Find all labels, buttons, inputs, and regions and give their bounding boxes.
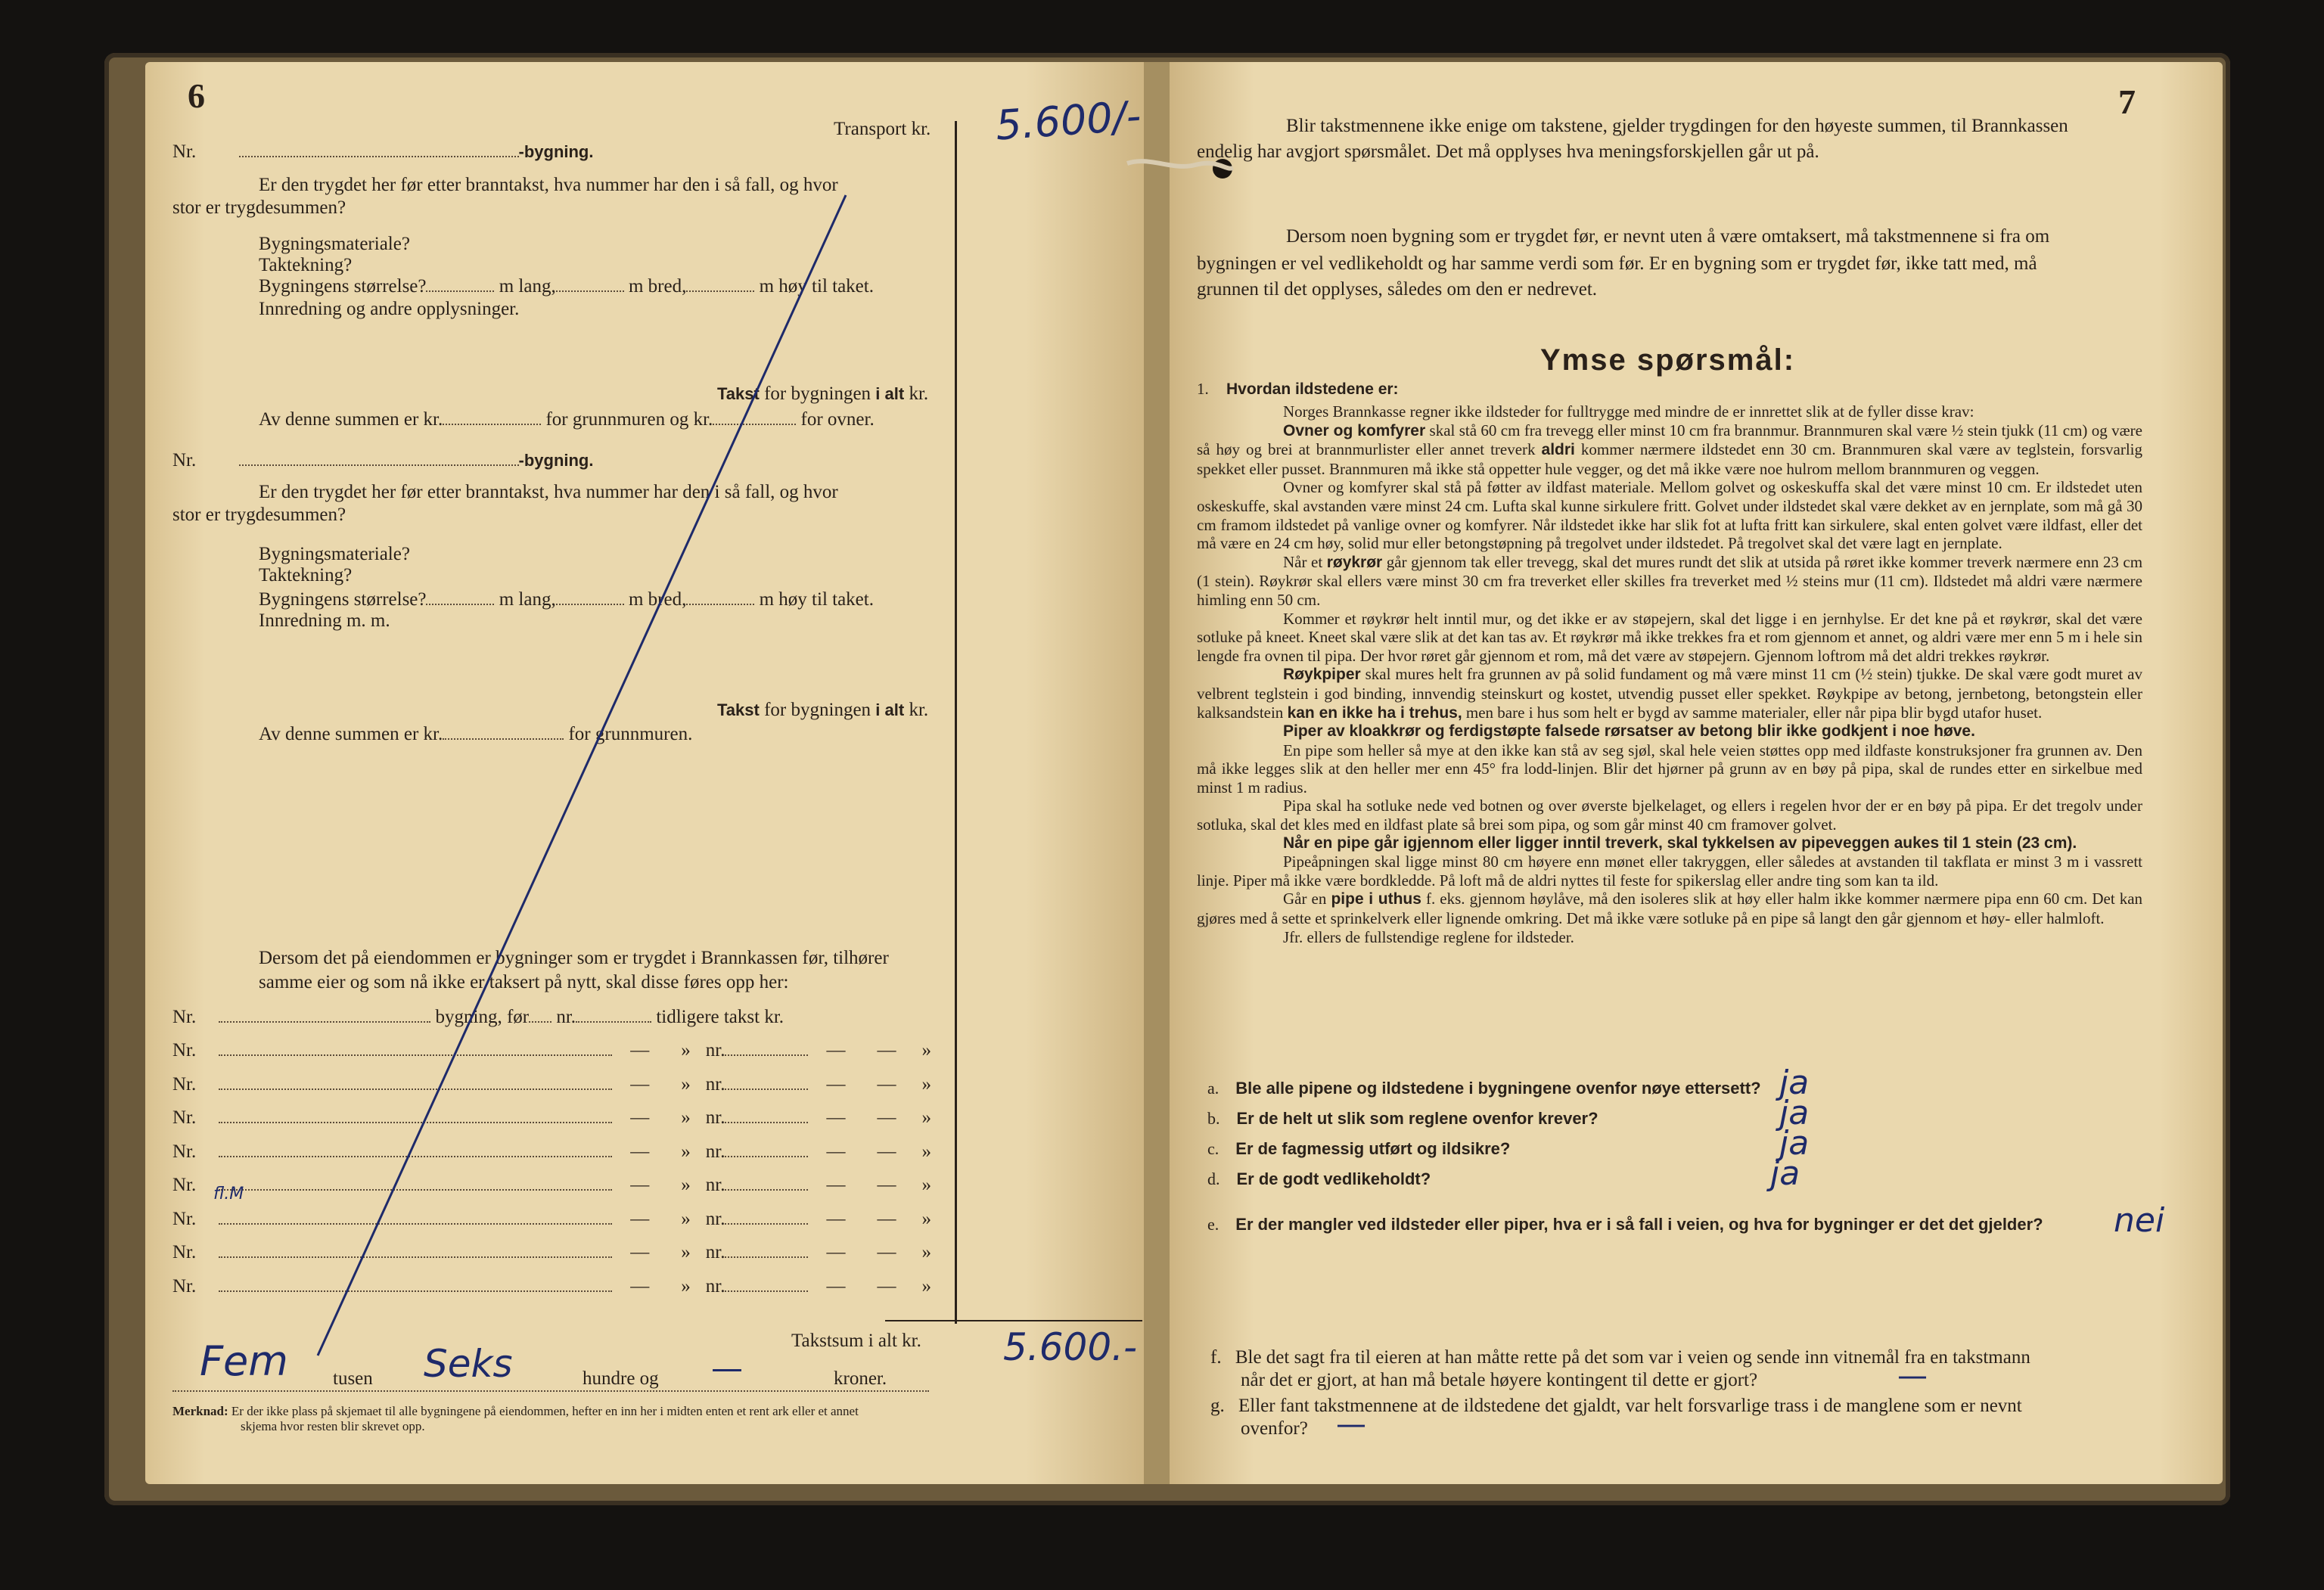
section1-roof: Taktekning?: [259, 255, 353, 275]
question-text: Er de godt vedlikeholdt?: [1236, 1169, 1431, 1188]
row-dash-2: —: [877, 1040, 896, 1061]
rules-paragraph-5: Kommer et røykrør helt inntil mur, og det ikke er av støpejern, skal det ligge i en jernhylse. Er det kne på et røykrør, skal det være sotluke på kneet. Kneet skal være slik at det kan tas av. Et røykrør må ikke trekkes fra et rom gjennom et annet, og aldri være mer enn 5 m i hele sin lengde fra ovnen til pipa. Der hvor røret går gjennom et rom, må det være av støpejern. Gjennom loftrom må det aldri trekkes røykrør.: [1197, 609, 2142, 665]
question-answer[interactable]: nei: [2114, 1201, 2165, 1240]
rules-paragraph-1: Norges Brannkasse regner ikke ildsteder for fulltrygge med mindre de er innrettet slik at de fyller disse krav:: [1283, 402, 1974, 421]
row-quote: »: [681, 1208, 691, 1229]
rules-p2-text: skal stå 60 cm fra trevegg eller minst 10 cm fra brannmur. Brannmuren skal være ½ stein tjukk (11 cm) og være så høy og brei at brannmurlister eller annet treverk: [1197, 421, 2142, 459]
section2-building-suffix: -bygning.: [518, 451, 594, 470]
row-dash-2: —: [877, 1107, 896, 1128]
section1-question-line2: stor er trygdesummen?: [172, 197, 346, 218]
row-quote: »: [681, 1141, 691, 1162]
revaluation-line2: bygningen er vel vedlikeholdt og har samme verdi som før. Er en bygning som er trygdet før, ikke tatt med, må: [1197, 253, 2037, 274]
section2-sum-prefix: Av denne summen er kr.: [259, 724, 443, 744]
rules-p4-bold: røykrør: [1326, 553, 1383, 571]
handwritten-hundreds-word: Seks: [424, 1342, 513, 1386]
rules-p6-bold: Røykpiper: [1283, 666, 1361, 684]
tusen-label: tusen: [333, 1368, 373, 1389]
question-item: [1207, 1109, 1599, 1129]
row-nr-label: Nr.: [172, 1175, 197, 1195]
rules-paragraph-8: En pipe som heller så mye at den ikke kan stå av seg sjøl, skal hele veien støttes opp med ildfaste konstruksjoner fra grunnen av. Den må ikke legges slik at den heller mer enn 45° fra lodd-linjen. Blir det hjørner på grunn av en bøy på pipa, skal de rundes etter en sirkelbue med minst 1 m radius.: [1197, 741, 2142, 797]
row-nr2-label: nr.: [705, 1175, 725, 1195]
merknad-line2: skjema hvor resten blir skrevet opp.: [241, 1419, 425, 1433]
rules-p4-pre: Når et: [1283, 552, 1323, 571]
question-answer[interactable]: ja: [1779, 1094, 1810, 1132]
intro-line1: Blir takstmennene ikke enige om takstene, gjelder trygdingen for den høyeste summen, til Brannkassen: [1286, 116, 2068, 136]
row-quote-2: »: [921, 1242, 931, 1262]
question-answer[interactable]: ja: [1779, 1064, 1810, 1102]
question-answer[interactable]: ja: [1779, 1124, 1810, 1163]
section1-size-high: m høy til taket.: [759, 276, 874, 297]
row-quote-2: »: [921, 1107, 931, 1128]
right-page-number: 7: [2118, 82, 2136, 121]
section2-takst-kr: kr.: [909, 700, 929, 720]
question-answer[interactable]: ja: [1770, 1154, 1800, 1193]
section2-takst-ialt: i alt: [875, 700, 905, 719]
section1-size-long: m lang,: [499, 276, 556, 297]
section2-interior: Innredning m. m.: [259, 610, 390, 631]
section2-size-high: m høy til taket.: [759, 589, 874, 610]
merknad-label: Merknad:: [172, 1404, 228, 1418]
section1-question-line1: Er den trygdet her før etter branntakst, hva nummer har den i så fall, og hvor: [259, 175, 838, 195]
section2-roof: Taktekning?: [259, 565, 353, 585]
rules-paragraph-3: Ovner og komfyrer skal stå på føtter av ildfast materiale. Mellom golvet og oskeskuffa skal det være minst 10 cm. Er ildstedet uten oskeskuffe, skal avstanden være minst 24 cm. Lufta skal kunne sirkulere fritt. Golvet under ildstedet skal være dekket av en jernplate, som må gå 30 cm framom ildstedet på vanlige ovner og komfyrer. Når ildstedet ikke har slik fot at lufta fritt kan sirkulere, skal enten golvet være ildfast, eller det må være en 24 cm høy, solid mur eller betongstøpning på tregolvet under ildstedet. På tregolvet skal det være lagt en jernplate.: [1197, 478, 2142, 553]
row-quote: »: [681, 1107, 691, 1128]
row-dash: —: [630, 1107, 650, 1128]
row-dash-1: —: [826, 1242, 846, 1262]
section2-material: Bygningsmateriale?: [259, 544, 410, 564]
section1-interior: Innredning og andre opplysninger.: [259, 299, 520, 319]
rules-paragraph-10: Når en pipe går igjennom eller ligger inntil treverk, skal tykkelsen av pipeveggen aukes til 1 stein (23 cm).: [1283, 834, 2077, 852]
row-quote-2: »: [921, 1141, 931, 1162]
row-nr-label: Nr.: [172, 1073, 197, 1095]
row-nr2-label: nr.: [705, 1040, 725, 1061]
row-nr2-label: nr.: [705, 1242, 725, 1262]
section1-sum-prefix: Av denne summen er kr.: [259, 409, 443, 430]
row-nr-label: Nr.: [172, 1275, 197, 1297]
row-quote: »: [681, 1073, 691, 1095]
kroner-label: kroner.: [834, 1368, 887, 1389]
row-dash: —: [630, 1175, 650, 1195]
row-dash-1: —: [826, 1208, 846, 1229]
handwritten-total-amount: 5.600.-: [1003, 1325, 1138, 1369]
row-dash: —: [630, 1141, 650, 1162]
section2-takst-label: Takst: [717, 700, 760, 719]
row-dash-2: —: [877, 1175, 896, 1195]
rules-p2-text2: kommer nærmere ildstedet enn 30 cm. Brannmuren skal være av teglstein, forsvarlig spekket eller pusset. Brannmuren må ikke stå oppetter hule vegger, og det må ikke være noe hulrom mellom brannmuren og veggen.: [1197, 440, 2142, 478]
row-nr2-label: nr.: [705, 1073, 725, 1095]
row-dash-2: —: [877, 1242, 896, 1262]
rules-p12-bold: pipe i uthus: [1331, 890, 1421, 908]
row-dash-1: —: [826, 1175, 846, 1195]
question-g-line2: ovenfor?: [1241, 1418, 1308, 1439]
question-item: [1207, 1079, 1761, 1098]
row-dash-1: —: [826, 1275, 846, 1297]
question-text: Er de helt ut slik som reglene ovenfor krever?: [1236, 1109, 1599, 1128]
row-dash: —: [630, 1242, 650, 1262]
question-g-line1: Eller fant takstmennene at de ildstedene det gjaldt, var helt forsvarlige trass i de manglene som er nevnt: [1238, 1396, 2022, 1416]
question-letter: d.: [1207, 1169, 1220, 1188]
question-item: [1207, 1139, 1510, 1159]
section1-takst-ialt: i alt: [875, 384, 905, 403]
row-quote: »: [681, 1040, 691, 1061]
row-nr-label: Nr.: [172, 1141, 197, 1162]
question-f-answer[interactable]: —: [1897, 1359, 1928, 1393]
row-nr2-label: nr.: [705, 1208, 725, 1229]
handwritten-transport-amount: 5.600/-: [994, 92, 1143, 150]
row-nr2-label: nr.: [705, 1107, 725, 1128]
section2-size-long: m lang,: [499, 589, 556, 610]
question-f-line1: Ble det sagt fra til eieren at han måtte rette på det som var i veien og sende inn vitnemål fra en takstmann: [1235, 1347, 2030, 1368]
rules-p12-text: f. eks. gjennom høylåve, må den isoleres slik at høy eller halm ikke kommer nærmere pipa enn 60 cm. Det kan gjøres med å sette et sprinkelverk eller lignende omkring. Det må ikke være sotluke på en pipe så langt den går gjennom et høy- eller halmloft.: [1197, 890, 2142, 928]
question-text: Er der mangler ved ildsteder eller piper, hva er i så fall i veien, og hva for bygninger er det det gjelder?: [1235, 1215, 2043, 1234]
row-quote-2: »: [921, 1208, 931, 1229]
table-nr-label: Nr.: [172, 1007, 197, 1027]
q1-number: 1.: [1197, 380, 1209, 398]
row-quote: »: [681, 1242, 691, 1262]
section1-size-prefix: Bygningens størrelse?: [259, 276, 427, 297]
question-g-answer[interactable]: —: [1336, 1407, 1366, 1442]
row-dash-2: —: [877, 1208, 896, 1229]
question-letter: e.: [1207, 1215, 1219, 1234]
q1-title: Hvordan ildstedene er:: [1226, 380, 1399, 398]
rules-p6-bold2: kan en ikke ha i trehus,: [1287, 703, 1462, 722]
row-nr-label: Nr.: [172, 1242, 197, 1262]
table-nr2-label: nr.: [556, 1007, 576, 1027]
row-dash-2: —: [877, 1073, 896, 1095]
row-nr-label: Nr.: [172, 1107, 197, 1128]
rules-p2-bold2: aldri: [1541, 441, 1575, 459]
row-dash-2: —: [877, 1141, 896, 1162]
rules-p12-pre: Går en: [1283, 890, 1327, 908]
row-dash-1: —: [826, 1040, 846, 1061]
row-dash-1: —: [826, 1073, 846, 1095]
section1-size-wide: m bred,: [628, 276, 687, 297]
section2-question-line1: Er den trygdet her før etter branntakst, hva nummer har den i så fall, og hvor: [259, 482, 838, 502]
question-letter: b.: [1207, 1109, 1220, 1128]
question-g-letter: g.: [1210, 1396, 1225, 1416]
question-text: Er de fagmessig utført og ildsikre?: [1235, 1139, 1511, 1158]
hundre-label: hundre og: [583, 1368, 659, 1389]
section2-nr-label: Nr.: [172, 450, 197, 470]
row-dash-2: —: [877, 1275, 896, 1297]
diagonal-cancel-line: [318, 195, 846, 1356]
row-dash-1: —: [826, 1107, 846, 1128]
row-quote-2: »: [921, 1175, 931, 1195]
section2-question-line2: stor er trygdesummen?: [172, 505, 346, 525]
rules-paragraph-9: Pipa skal ha sotluke nede ved botnen og over øverste bjelkelaget, og ellers i regelen hvor der er en bøy på pipa. Er det tregolv under sotluka, skal det kles med en ildfast plate så brei som pipa, og som går minst 40 cm framover golvet.: [1197, 797, 2142, 834]
row-nr-label: Nr.: [172, 1208, 197, 1229]
rules-paragraph-11: Pipeåpningen skal ligge minst 80 cm høyere enn mønet eller takryggen, eller således at avstanden til takflata er minst 3 m i vassrett linje. Piper må ikke være bordkledde. På loft må de aldri nyttes til feste for spikerslag eller andre ting som kan ta ild.: [1197, 852, 2142, 890]
takstsum-label: Takstsum i alt kr.: [791, 1331, 921, 1351]
question-letter: c.: [1207, 1139, 1219, 1158]
rules-p6-text: skal mures helt fra grunnen av på solid fundament og må være minst 11 cm (½ stein) tjukke. De skal være godt muret av velbrent teglstein i god binding, innvendig steinskurt og kostet, utvendig pusset eller spekket. Røykpipe av betong, jernbetong, betongstein eller kalksandstein: [1197, 665, 2142, 722]
rules-paragraph-12: [1197, 890, 2142, 927]
question-item: [1207, 1215, 2043, 1234]
rules-paragraph-13: Jfr. ellers de fullstendige reglene for ildsteder.: [1283, 927, 1574, 946]
merknad-text1: Er der ikke plass på skjemaet til alle bygningene på eiendommen, hefter en inn her i midten enten et rent ark eller et annet: [231, 1404, 859, 1418]
handwritten-thousands-word: Fem: [200, 1337, 288, 1385]
rules-paragraph-2: [1197, 421, 2142, 479]
table-tidligere-label: tidligere takst: [656, 1007, 760, 1027]
q1-heading: [1197, 380, 1399, 399]
row-nr2-label: nr.: [705, 1275, 725, 1297]
row-nr2-label: nr.: [705, 1141, 725, 1162]
section2-size-prefix: Bygningens størrelse?: [259, 589, 427, 610]
rules-p4-text: går gjennom tak eller trevegg, skal det mures rundt det slik at utsida på røret ikke kommer treverk nærmere enn 23 cm (1 stein). Røykrør skal ellers være minst 30 cm fra treverket eller skilles fra treverket med ½ steins mur (11 cm). Ildstedet må aldri være nærmere himling enn 50 cm.: [1197, 552, 2142, 609]
row-dash: —: [630, 1040, 650, 1061]
question-f-line2: når det er gjort, at han må betale høyere kontingent til dette er gjort?: [1241, 1370, 1758, 1390]
table-bygning-label: bygning, før: [435, 1007, 530, 1027]
section1-sum-mid: for grunnmuren og kr.: [545, 409, 713, 430]
section1-building-suffix: -bygning.: [518, 142, 594, 161]
question-text: Ble alle pipene og ildstedene i bygningene ovenfor nøye ettersett?: [1235, 1079, 1761, 1098]
revaluation-line3: grunnen til det opplyses, således om den er nedrevet.: [1197, 279, 1598, 300]
row-quote-2: »: [921, 1040, 931, 1061]
row-quote-2: »: [921, 1275, 931, 1297]
handwritten-dash: —: [711, 1349, 743, 1387]
fireplace-rules: [1197, 402, 2142, 1166]
section1-material: Bygningsmateriale?: [259, 234, 410, 254]
rules-p6-text2: men bare i hus som helt er bygd av samme materialer, eller når pipa blir bygd utafor huset.: [1465, 703, 2043, 722]
section2-sum-post: for grunnmuren.: [568, 724, 693, 744]
table-kr-label: kr.: [764, 1007, 785, 1027]
revaluation-line1: Dersom noen bygning som er trygdet før, er nevnt uten å være omtaksert, må takstmennene si fra om: [1286, 226, 2050, 247]
rules-paragraph-7: Piper av kloakkrør og ferdigstøpte falsede rørsatser av betong blir ikke godkjent i noe høve.: [1283, 722, 1975, 741]
rules-p2-bold: Ovner og komfyrer: [1283, 421, 1426, 439]
row-dash-1: —: [826, 1141, 846, 1162]
rules-paragraph-6: [1197, 665, 2142, 722]
row-dash: —: [630, 1073, 650, 1095]
section1-nr-label: Nr.: [172, 141, 197, 162]
rules-paragraph-4: [1197, 553, 2142, 610]
question-f-letter: f.: [1210, 1347, 1222, 1368]
row-quote: »: [681, 1175, 691, 1195]
row-quote: »: [681, 1275, 691, 1297]
question-item: [1207, 1169, 1431, 1189]
transport-label: Transport kr.: [834, 119, 931, 139]
section1-sum-post: for ovner.: [800, 409, 875, 430]
handwritten-margin-note: fl.M: [213, 1185, 244, 1203]
row-nr-label: Nr.: [172, 1040, 197, 1061]
section2-takst-mid: for bygningen: [764, 700, 872, 720]
section1-takst-mid: for bygningen: [764, 384, 872, 404]
question-g: [1210, 1395, 2022, 1418]
other-buildings-line1: Dersom det på eiendommen er bygninger som er trygdet i Brannkassen før, tilhører: [259, 948, 889, 968]
row-dash: —: [630, 1208, 650, 1229]
row-dash: —: [630, 1275, 650, 1297]
left-page-number: 6: [188, 76, 205, 115]
section2-size-wide: m bred,: [628, 589, 687, 610]
other-buildings-line2: samme eier og som nå ikke er taksert på nytt, skal disse føres opp her:: [259, 972, 789, 992]
question-letter: a.: [1207, 1079, 1219, 1098]
section1-takst-kr: kr.: [909, 384, 929, 404]
section1-takst-label: Takst: [717, 384, 760, 403]
row-quote-2: »: [921, 1073, 931, 1095]
intro-line2: endelig har avgjort spørsmålet. Det må opplyses hva meningsforskjellen går ut på.: [1197, 141, 1819, 162]
section-heading: Ymse spørsmål:: [1540, 343, 1796, 377]
